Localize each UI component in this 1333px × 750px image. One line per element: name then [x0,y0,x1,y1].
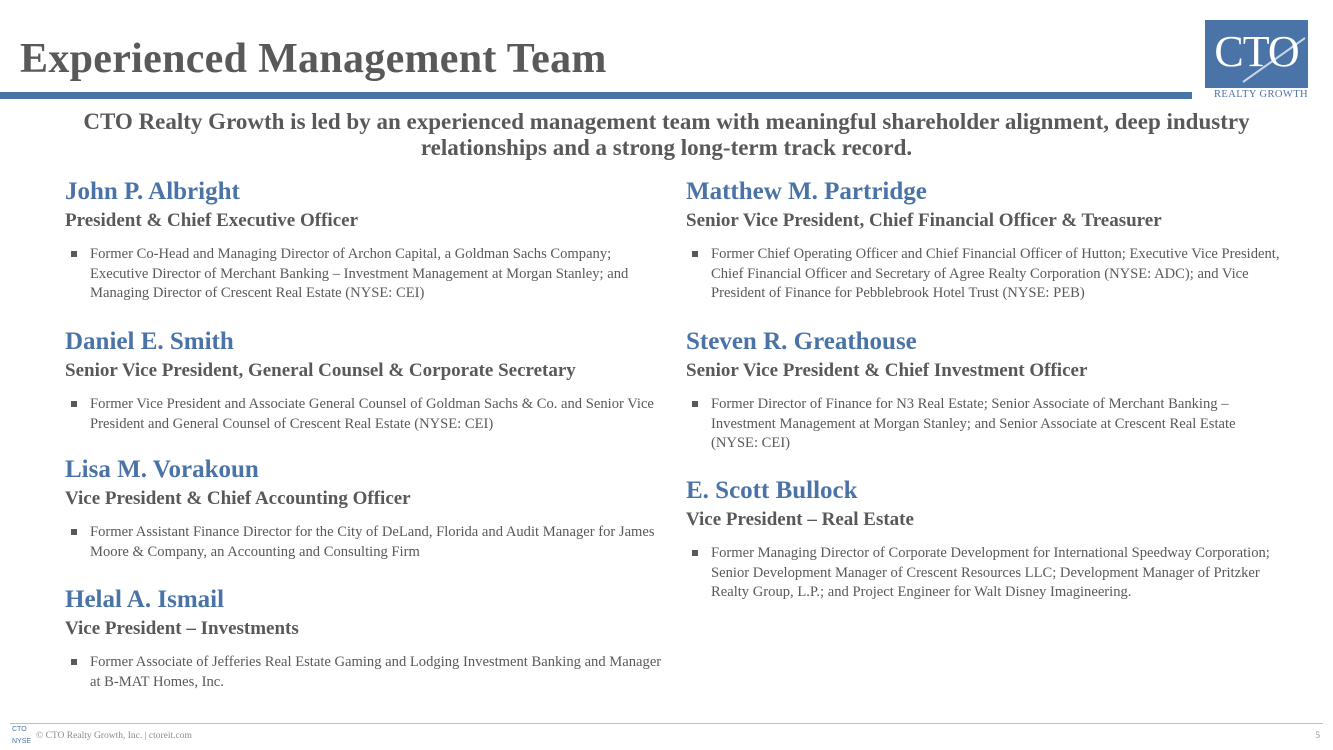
member-bio [686,395,1286,454]
footer-logo-text: CTO [12,726,27,733]
member-bio [686,544,1286,603]
member-name: John P. Albright [65,178,240,205]
bullet-icon [71,659,77,665]
member-bio [65,245,665,304]
footer-exchange: NYSE [12,738,32,745]
member-bio-text: Former Assistant Finance Director for the City of DeLand, Florida and Audit Manager for James Moore & Company, an Accounting and Consulting Firm [90,524,655,560]
member-name: Daniel E. Smith [65,328,234,355]
member-name: Helal A. Ismail [65,586,225,613]
member-role: Senior Vice President, General Counsel & Corporate Secretary [65,360,576,381]
member-bio [65,653,665,692]
member-bio [65,395,665,434]
page-title: Experienced Management Team [20,36,607,82]
footer-logo [12,726,36,746]
team-member-smith [65,327,665,434]
member-bio-text: Former Associate of Jefferies Real Estate Gaming and Lodging Investment Banking and Manager at B-MAT Homes, Inc. [90,654,662,690]
member-bio-text: Former Director of Finance for N3 Real Estate; Senior Associate of Merchant Banking – Investment Management at Morgan Stanley; and Senior Associate at Crescent Real Estate (NYSE: CEI) [711,396,1236,452]
team-member-bullock [686,476,1286,603]
bullet-icon [71,251,77,257]
logo-text: CTO [1214,27,1299,76]
title-underline [0,92,1192,99]
team-member-vorakoun [65,455,665,562]
member-role: Vice President & Chief Accounting Officer [65,488,411,509]
bullet-icon [692,251,698,257]
cto-logo [1205,20,1308,88]
member-role: Vice President – Investments [65,618,299,639]
bullet-icon [71,529,77,535]
team-member-greathouse [686,327,1286,454]
member-name: Matthew M. Partridge [686,178,927,205]
member-bio-text: Former Vice President and Associate General Counsel of Goldman Sachs & Co. and Senior Vice President and General Counsel of Crescent Real Estate (NYSE: CEI) [90,396,654,432]
slide-subtitle: CTO Realty Growth is led by an experienced management team with meaningful shareholder alignment, deep industry relationships and a strong long-term track record. [83,109,1250,160]
bullet-icon [71,401,77,407]
member-bio [65,523,665,562]
team-member-ismail [65,585,665,692]
member-name: Lisa M. Vorakoun [65,456,259,483]
bullet-icon [692,401,698,407]
member-role: Senior Vice President, Chief Financial Officer & Treasurer [686,210,1162,231]
member-bio-text: Former Co-Head and Managing Director of Archon Capital, a Goldman Sachs Company; Executive Director of Merchant Banking – Investment Management at Morgan Stanley; and Managing Director of Crescent Real Estate (NYSE: CEI) [90,246,629,302]
logo-subtext: REALTY GROWTH [1214,89,1308,100]
member-name: E. Scott Bullock [686,477,858,504]
page-number: 5 [1315,731,1320,741]
footer-copyright: © CTO Realty Growth, Inc. | ctoreit.com [36,731,192,741]
team-member-partridge [686,177,1286,304]
bullet-icon [692,550,698,556]
member-bio [686,245,1286,304]
member-role: Vice President – Real Estate [686,509,914,530]
footer-divider [10,723,1323,724]
member-name: Steven R. Greathouse [686,328,917,355]
member-role: President & Chief Executive Officer [65,210,359,231]
member-bio-text: Former Managing Director of Corporate Development for International Speedway Corporation; Senior Development Manager of Crescent Resources LLC; Development Manager of Pritzker Realty Group, L.P.; and Project Engineer for Walt Disney Imagineering. [711,545,1270,601]
member-bio-text: Former Chief Operating Officer and Chief Financial Officer of Hutton; Executive Vice President, Chief Financial Officer and Secretary of Agree Realty Corporation (NYSE: ADC); and Vice President of Finance for Pebblebrook Hotel Trust (NYSE: PEB) [711,246,1280,302]
member-role: Senior Vice President & Chief Investment Officer [686,360,1088,381]
team-member-albright [65,177,665,304]
